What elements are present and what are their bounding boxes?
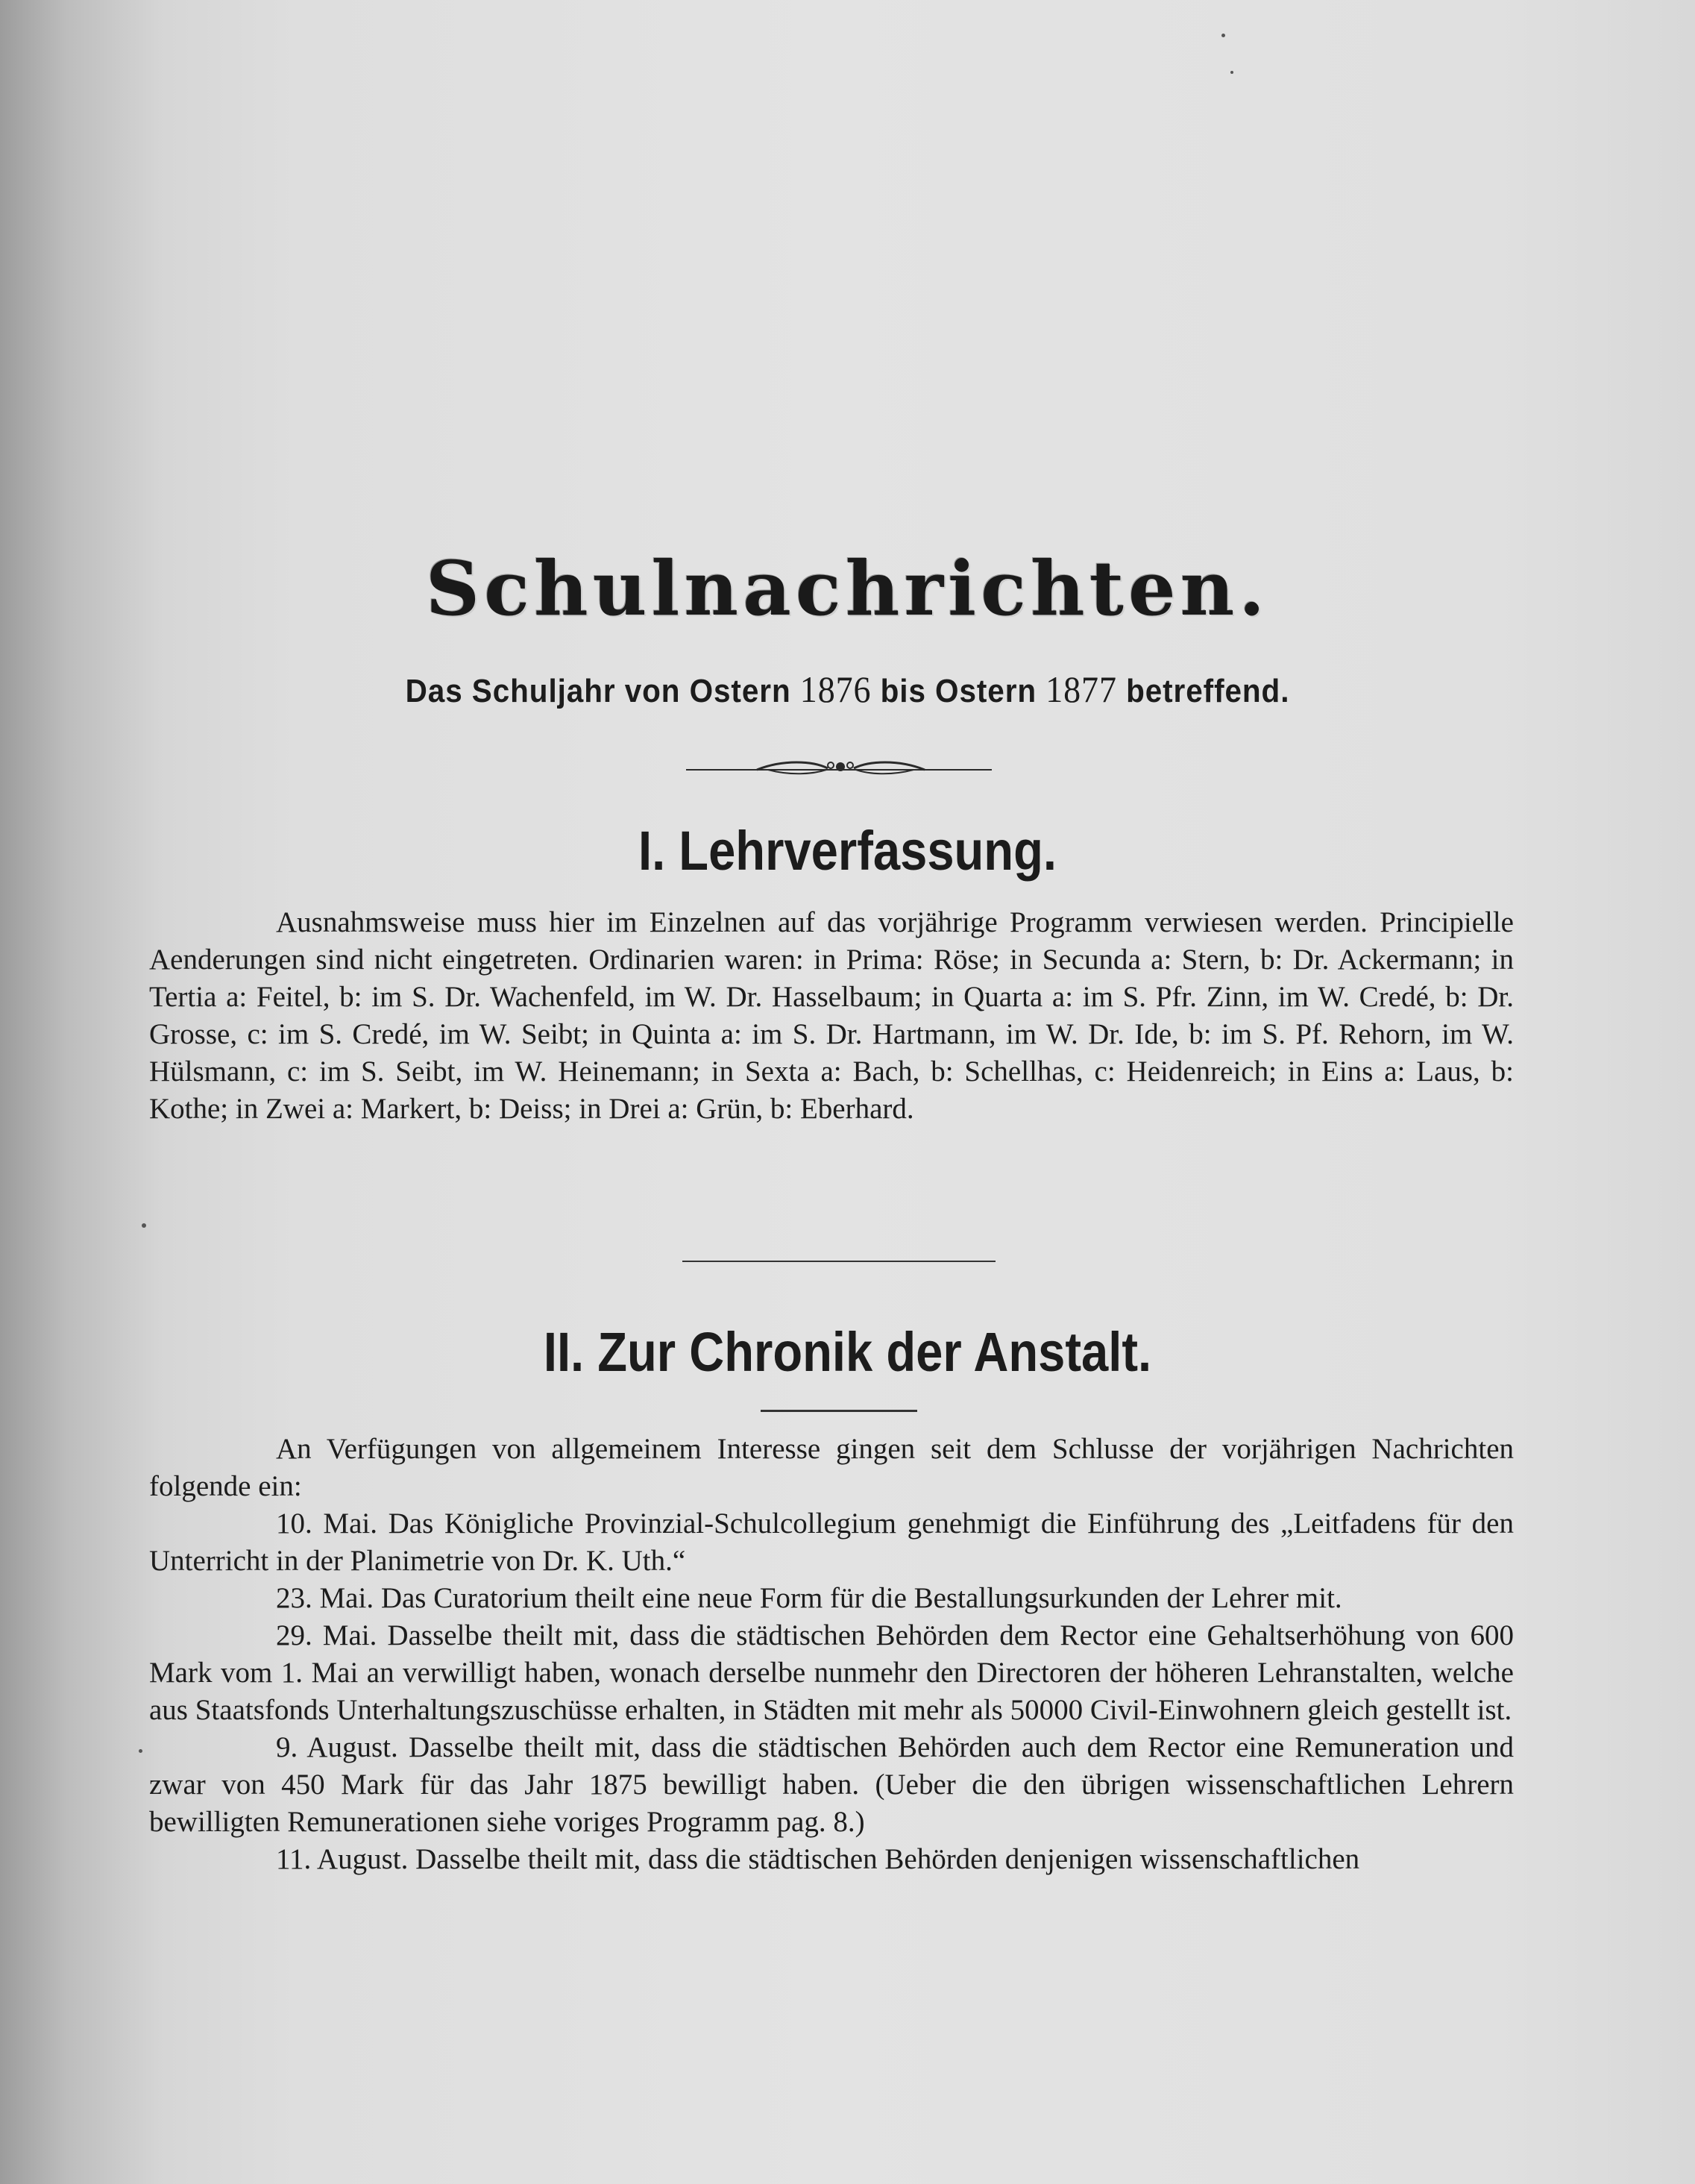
subtitle-part2: bis Ostern [880,673,1037,709]
heading-underline [761,1410,917,1412]
chronik-paragraph: 9. August. Dasselbe theilt mit, dass die städtischen Behörden auch dem Rector eine Remuneration und zwar von 450 Mark für das Jahr 1875 bewilligt haben. (Ueber die den übrigen wissenschaftlichen Lehrern bewilligten Remunerationen siehe voriges Programm pag. 8.) [149,1731,1514,1838]
page-title: Schulnachrichten. [425,545,1270,633]
chronik-paragraph: An Verfügungen von allgemeinem Interesse gingen seit dem Schlusse der vorjährigen Nachrichten folgende ein: [149,1433,1514,1502]
subtitle-part3: betreffend. [1126,673,1290,709]
divider-line [682,1261,996,1262]
speck-mark [1230,71,1233,74]
subtitle-year-end: 1877 [1045,668,1117,710]
section-lehrverfassung-body [149,904,1514,1128]
section-heading-chronik: II. Zur Chronik der Anstalt. [543,1321,1152,1383]
speck-mark [139,1749,142,1753]
speck-mark [142,1223,146,1228]
chronik-paragraph: 11. August. Dasselbe theilt mit, dass die städtischen Behörden denjenigen wissenschaftlichen [276,1843,1360,1875]
chronik-paragraph: 23. Mai. Das Curatorium theilt eine neue Form für die Bestallungsurkunden der Lehrer mit. [276,1582,1342,1614]
lehrverfassung-paragraph: Ausnahmsweise muss hier im Einzelnen auf das vorjährige Programm verwiesen werden. Principielle Aenderungen sind nicht eingetreten. Ordinarien waren: in Prima: Röse; in Secunda a: Stern, b: Dr. Ackermann; in Tertia a: Feitel, b: im S. Dr. Wachenfeld, im W. Dr. Hasselbaum; in Quarta a: im S. Pfr. Zinn, im W. Credé, b: Dr. Grosse, c: im S. Credé, im W. Seibt; in Quinta a: im S. Dr. Hartmann, im W. Dr. Ide, b: im S. Pf. Rehorn, im W. Hülsmann, c: im S. Seibt, im W. Heinemann; in Sexta a: Bach, b: Schellhas, c: Heidenreich; in Eins a: Laus, b: Kothe; in Zwei a: Markert, b: Deiss; in Drei a: Grün, b: Eberhard. [149,906,1514,1125]
section-heading-lehrverfassung: I. Lehrverfassung. [638,820,1057,882]
chronik-paragraph: 10. Mai. Das Königliche Provinzial-Schulcollegium genehmigt die Einführung des „Leitfadens für den Unterricht in der Planimetrie von Dr. K. Uth.“ [149,1507,1514,1577]
speck-mark [1221,34,1225,37]
page-subtitle [68,668,1627,711]
chronik-paragraph: 29. Mai. Dasselbe theilt mit, dass die städtischen Behörden dem Rector eine Gehaltserhöhung von 600 Mark vom 1. Mai an verwilligt haben, wonach derselbe nunmehr den Directoren der höheren Lehranstalten, welche aus Staatsfonds Unterhaltungszuschüsse erhalten, in Städten mit mehr als 50000 Civil-Einwohnern gleich gestellt ist. [149,1619,1514,1726]
ornament-divider [686,753,992,783]
section-chronik-body [149,1431,1514,1878]
subtitle-part1: Das Schuljahr von Ostern [405,673,791,709]
subtitle-year-start: 1876 [799,668,872,710]
